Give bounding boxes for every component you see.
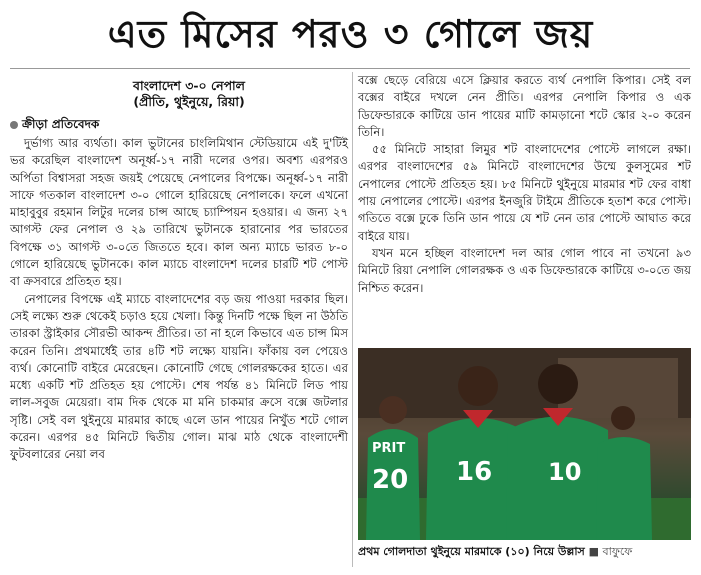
scoreline: বাংলাদেশ ৩-০ নেপাল	[133, 78, 245, 93]
right-paragraph-1: বক্সে ছেড়ে বেরিয়ে এসে ক্লিয়ার করতে ব্যর্থ নেপালি কিপার। সেই বল বক্সের বাইরে দখলে নেন প্রীতি। এরপর নেপালি কিপার ও এক ডিফেন্ডারকে কাটিয়ে ডান পায়ের মাটি কামড়ানো শটে স্কোর ২-০ করেন তিনি।	[358, 73, 691, 139]
player-far-right	[596, 406, 652, 540]
column-divider	[352, 72, 353, 567]
scorers: (প্রীতি, থুইনুয়ে, রিয়া)	[133, 94, 245, 109]
jersey-number-20: 20	[372, 465, 409, 495]
jersey-number-10: 10	[548, 458, 582, 486]
left-column	[10, 78, 348, 568]
right-column	[358, 72, 691, 572]
right-paragraph-3: যখন মনে হচ্ছিল বাংলাদেশ দল আর গোল পাবে না তখনো ৯৩ মিনিটে রিয়া নেপালি গোলরক্ষক ও এক ডিফেন্ডারকে কাটিয়ে ৩-০তে জয় নিশ্চিত করেন।	[358, 245, 691, 295]
photo-credit: ■ বাফুফে	[588, 545, 633, 558]
headline: এত মিসের পরও ৩ গোলে জয়	[107, 12, 594, 56]
reporter-name: ক্রীড়া প্রতিবেদক	[22, 117, 100, 131]
photo-illustration	[358, 348, 691, 540]
jersey-name-text: PRIT	[372, 441, 406, 456]
right-paragraph-2: ৫৫ মিনিটে সাহারা লিমুর শট বাংলাদেশের পোস্টে লাগলে রক্ষা। এরপর বাংলাদেশের ৫৯ মিনিটে বাংলাদেশের উম্মে কুলসুমের শট নেপালের পোস্টে প্রতিহত হয়। ৮৫ মিনিটে থুইনুয়ে মারমার শট ফের বাধা পায় নেপালের পোস্টে। এরপর ইনজুরি টাইমে প্রীতিকে হতাশ করে পোস্ট। গতিতে বক্সে ঢুকে তিনি ডান পায়ে যে শট নেন তার পোস্টে আঘাত করে বাইরে যায়।	[358, 142, 691, 243]
celebration-photo	[358, 348, 691, 540]
reporter-byline	[10, 116, 348, 132]
caption-text: প্রথম গোলদাতা থুইনুয়ে মারমাকে (১০) নিয়ে উল্লাস	[358, 545, 585, 558]
left-paragraph-1: দুর্ভাগ্য আর ব্যর্থতা। কাল ভুটানের চাংলিমিথান স্টেডিয়ামে এই দু'টিই ভর করেছিল বাংলাদেশ অনূর্ধ্ব-১৭ নারী দলের ওপর। অবশ্য এরপরও অর্পিতা বিশ্বাসরা সহজ জয়ই পেয়েছে নেপালের বিপক্ষে। অনূর্ধ্ব-১৭ নারী সাফে গতকাল বাংলাদেশ ৩-০ গোলে হারিয়েছে নেপালকে। ফলে এখনো মাহাবুবুর রহমান লিটুর দলের চান্স আছে চ্যাম্পিয়ন হওয়ার। এ জন্য ২৭ আগস্ট ফের নেপাল ও ২৯ তারিখে ভুটানকে হারানোর পর ভারতের বিপক্ষে ৩১ আগস্ট ৩-০তে জিততে হবে। কাল অন্য ম্যাচে ভারত ৮-০ গোলে হারিয়েছে ভুটানকে। কাল ম্যাচে বাংলাদেশ দলের চারটি শট পোস্ট বা ক্রসবারে প্রতিহত হয়।	[10, 136, 348, 289]
jersey-number-16: 16	[456, 457, 493, 487]
headline-divider	[10, 68, 690, 69]
left-paragraph-2: নেপালের বিপক্ষে এই ম্যাচে বাংলাদেশের বড় জয় পাওয়া দরকার ছিল। সেই লক্ষ্যে শুরু থেকেই চড়াও হয়ে খেলা। কিন্তু দিনটি পক্ষে ছিল না উঠতি তারকা স্ট্রাইকার সৌরভী আকন্দ প্রীতির। তা না হলে কিভাবে এত চান্স মিস করেন তিনি। প্রথমার্ধেই তার ৪টি শট লক্ষ্যে যায়নি। ফাঁকায় বল পেয়েও ব্যর্থ। কোনোটি বাইরে মেরেছেন। কোনোটি গেছে গোলরক্ষকের হাতে। এর মধ্যে একটি শট প্রতিহত হয় পোস্টে। শেষ পর্যন্ত ৪১ মিনিটে লিড পায় লাল-সবুজ মেয়েরা। বাম দিক থেকে মা মনি চাকমার ক্রসে বক্সে জটলার সৃষ্টি। সেই বল থুইনুয়ে মারমার কাছে এলে ডান পায়ের নিখুঁত শটে গোল করেন। এরপর ৪৫ মিনিটে দ্বিতীয় গোল। মাঝ মাঠ থেকে বাংলাদেশী ফুটবলারের নেয়া লব	[10, 291, 348, 462]
bullet-icon	[10, 121, 18, 129]
credit-text: বাফুফে	[602, 545, 633, 558]
photo-caption	[358, 544, 691, 560]
